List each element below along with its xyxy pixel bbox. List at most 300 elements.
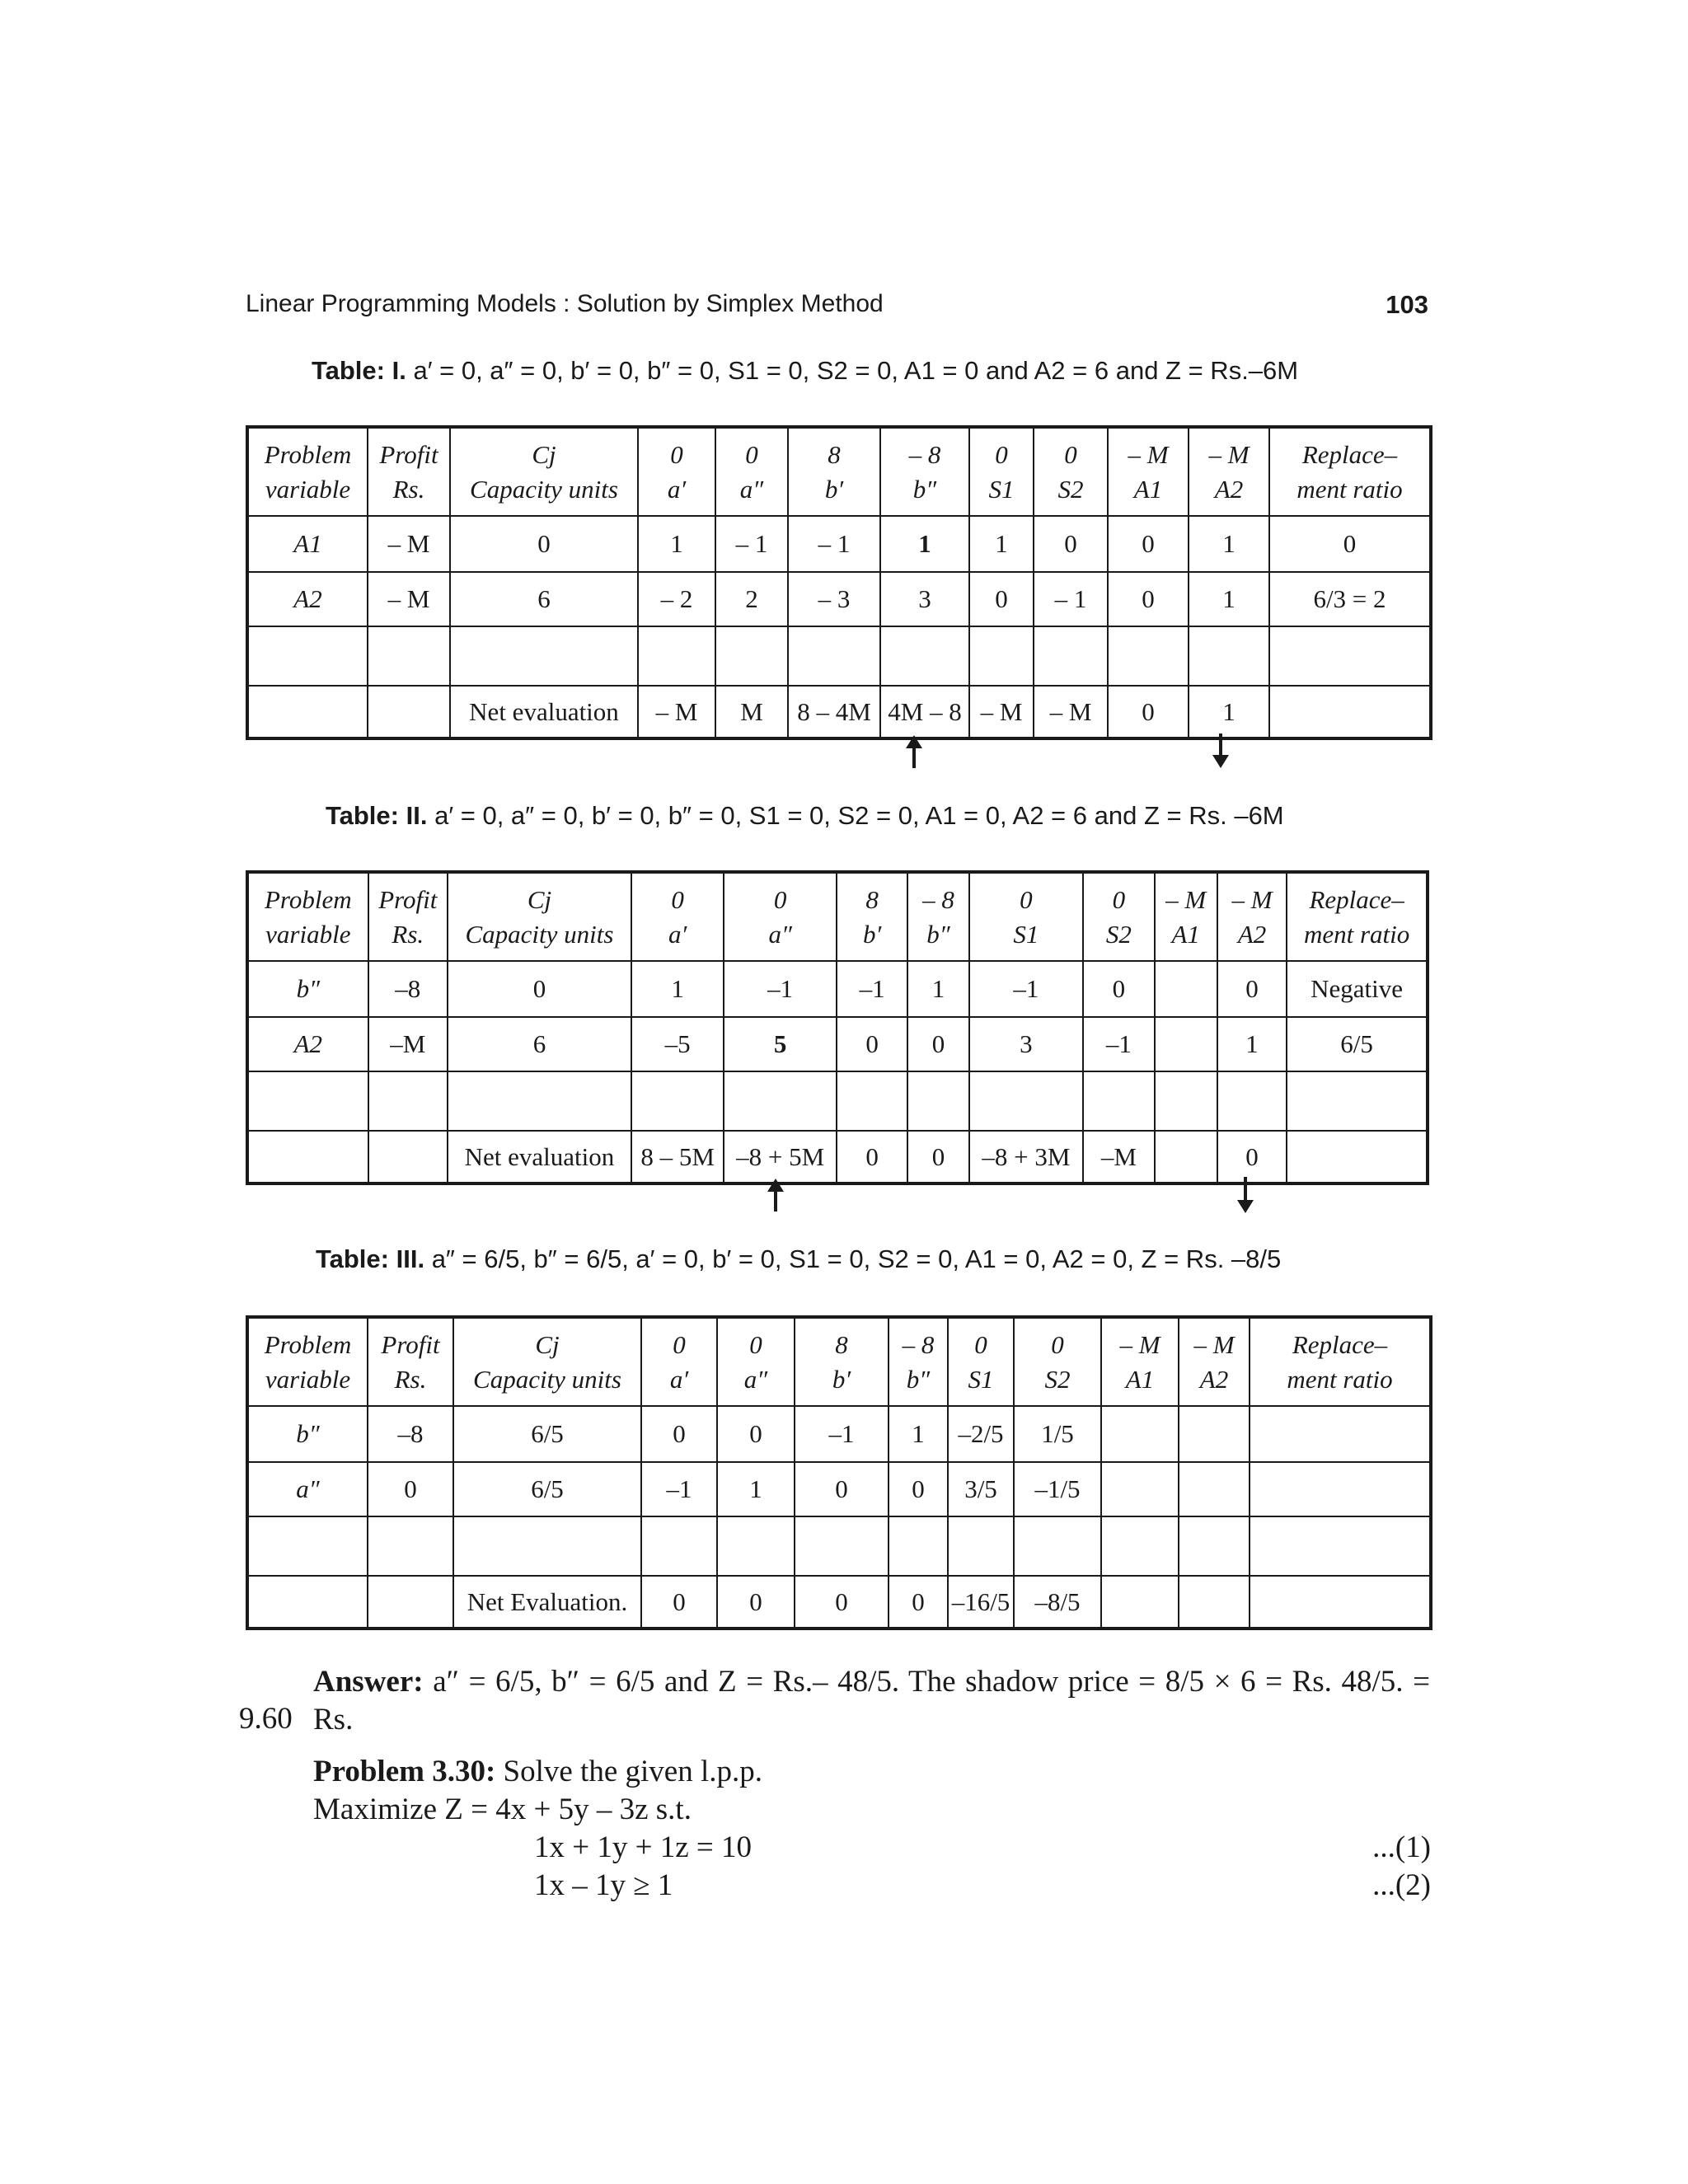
table-cell: –1: [795, 1406, 889, 1462]
header-cell: [1101, 1317, 1179, 1406]
table-cell: –8 + 3M: [969, 1131, 1084, 1183]
table-cell: [717, 1516, 795, 1576]
header-cell: [795, 1317, 889, 1406]
table-cell: [247, 1516, 368, 1576]
table-cell: [368, 626, 450, 686]
header-cell-bottom: b″: [912, 474, 937, 504]
header-cell-bottom: A1: [1133, 474, 1163, 504]
table-header-row: [247, 427, 1431, 516]
table-cell: – 2: [638, 572, 715, 626]
table-cell: 6: [450, 572, 638, 626]
table-cell: [788, 626, 880, 686]
table-cell: – 1: [1034, 572, 1108, 626]
table-cell: 0: [717, 1406, 795, 1462]
table-row: [247, 1462, 1431, 1516]
table-cell: –8: [368, 961, 448, 1017]
table-cell: [247, 626, 368, 686]
header-cell: [448, 872, 631, 961]
table-cell: [1108, 626, 1189, 686]
leaving-arrow-icon: [1244, 1177, 1247, 1210]
table-cell: Net evaluation: [448, 1131, 631, 1183]
table-cell: [368, 1576, 453, 1629]
header-cell-bottom: Capacity units: [470, 474, 618, 504]
header-cell-top: Problem: [264, 439, 352, 469]
table-cell: [631, 1071, 724, 1131]
header-cell-top: Cj: [535, 1329, 560, 1359]
header-cell: [907, 872, 968, 961]
constraint-1: 1x + 1y + 1z = 10: [534, 1830, 753, 1864]
table-cell: [795, 1516, 889, 1576]
header-cell-top: – 8: [908, 439, 941, 469]
header-cell-bottom: A2: [1237, 919, 1267, 949]
table-cell: [1250, 1516, 1431, 1576]
table-cell: –M: [1083, 1131, 1154, 1183]
header-cell: [247, 427, 368, 516]
header-cell: [1083, 872, 1154, 961]
table-cell: –8: [368, 1406, 453, 1462]
table-cell: 6/5: [1287, 1017, 1428, 1071]
table-cell: 0: [907, 1017, 968, 1071]
header-cell: [1287, 872, 1428, 961]
header-cell: [724, 872, 837, 961]
table-cell: [1083, 1071, 1154, 1131]
table-cell: [907, 1071, 968, 1131]
simplex-table-3: [246, 1315, 1432, 1630]
header-cell-top: Replace–: [1309, 884, 1404, 914]
table-cell: –1: [969, 961, 1084, 1017]
table-cell: 2: [715, 572, 788, 626]
table-cell: – 3: [788, 572, 880, 626]
table-cell: 0: [1108, 516, 1189, 572]
table-cell: 8 – 4M: [788, 686, 880, 738]
table-cell: –2/5: [948, 1406, 1014, 1462]
header-cell: [368, 872, 448, 961]
header-cell-top: 0: [673, 1329, 686, 1359]
header-cell-bottom: A2: [1199, 1364, 1229, 1394]
objective-function: Maximize Z = 4x + 5y – 3z s.t.: [313, 1793, 692, 1826]
table-cell: [1155, 1071, 1217, 1131]
table-cell: [641, 1516, 717, 1576]
table-cell: 0: [837, 1131, 907, 1183]
table-cell: 0: [1083, 961, 1154, 1017]
table-cell: [1101, 1516, 1179, 1576]
header-cell-top: 0: [1112, 884, 1126, 914]
header-cell-top: 0: [671, 884, 684, 914]
table-cell: [1217, 1071, 1287, 1131]
table-cell: 1: [880, 516, 969, 572]
table-cell: [1250, 1576, 1431, 1629]
table-cell: [368, 686, 450, 738]
table-cell: [1250, 1462, 1431, 1516]
header-cell: [948, 1317, 1014, 1406]
table-cell: 3/5: [948, 1462, 1014, 1516]
header-cell-top: Cj: [527, 884, 552, 914]
header-cell-bottom: b′: [862, 919, 882, 949]
table-cell: [450, 626, 638, 686]
table-cell: –1: [837, 961, 907, 1017]
table-cell: [368, 1131, 448, 1183]
table-cell: –1/5: [1014, 1462, 1101, 1516]
table-cell: [1179, 1406, 1250, 1462]
table-cell: [837, 1071, 907, 1131]
table-cell: [638, 626, 715, 686]
header-cell-top: 0: [1064, 439, 1077, 469]
table-1-caption: [312, 356, 1298, 386]
header-cell-bottom: b″: [926, 919, 950, 949]
table-cell: [368, 1071, 448, 1131]
header-cell: [969, 427, 1034, 516]
header-cell: [1250, 1317, 1431, 1406]
table-cell: [448, 1071, 631, 1131]
table-cell: 0: [969, 572, 1034, 626]
table-cell: [1287, 1131, 1428, 1183]
table-1-body: [247, 427, 1431, 738]
table-cell: [1179, 1576, 1250, 1629]
header-cell-top: 0: [974, 1329, 987, 1359]
table-cell: 0: [448, 961, 631, 1017]
table-row: [247, 572, 1431, 626]
table-cell: [1189, 626, 1269, 686]
table-cell: 6/3 = 2: [1269, 572, 1431, 626]
header-cell-top: Problem: [264, 1329, 352, 1359]
header-cell-bottom: variable: [265, 474, 351, 504]
table-cell: [889, 1516, 948, 1576]
header-cell-bottom: Rs.: [392, 474, 425, 504]
table-cell: [1269, 626, 1431, 686]
table-cell: 1: [717, 1462, 795, 1516]
table-cell: –1: [724, 961, 837, 1017]
table-cell: [1287, 1071, 1428, 1131]
header-cell-bottom: S2: [1105, 919, 1132, 949]
header-cell-bottom: ment ratio: [1287, 1364, 1393, 1394]
header-cell-top: 0: [745, 439, 758, 469]
table-cell: [247, 1576, 368, 1629]
table-cell: –8 + 5M: [724, 1131, 837, 1183]
problem-label: Problem 3.30:: [313, 1755, 496, 1788]
table-cell: [1179, 1516, 1250, 1576]
header-cell-bottom: variable: [265, 919, 351, 949]
constraint-1-tag: ...(1): [1372, 1830, 1431, 1864]
header-cell-bottom: a″: [739, 474, 764, 504]
table-cell: 1: [1189, 572, 1269, 626]
header-cell-bottom: S1: [988, 474, 1015, 504]
table-2-body: [247, 872, 1428, 1183]
header-cell-bottom: S1: [1013, 919, 1039, 949]
entering-arrow-icon: [774, 1182, 777, 1212]
table-cell: [1014, 1516, 1101, 1576]
table-cell: 1: [889, 1406, 948, 1462]
header-cell: [837, 872, 907, 961]
header-cell-bottom: a′: [668, 919, 687, 949]
table-cell: 0: [795, 1462, 889, 1516]
table-cell: 1: [638, 516, 715, 572]
table-cell: –8/5: [1014, 1576, 1101, 1629]
header-cell-bottom: a′: [667, 474, 687, 504]
problem-statement: [313, 1754, 762, 1789]
table-cell: 0: [717, 1576, 795, 1629]
table-cell: A2: [247, 572, 368, 626]
header-cell-top: – M: [1128, 439, 1169, 469]
table-cell: [247, 686, 368, 738]
table-cell: 0: [641, 1576, 717, 1629]
header-cell-bottom: b′: [832, 1364, 851, 1394]
leaving-arrow-icon: [1219, 733, 1222, 765]
table-cell: [368, 1516, 453, 1576]
header-cell-top: Replace–: [1292, 1329, 1388, 1359]
header-cell-bottom: Capacity units: [473, 1364, 621, 1394]
header-cell: [247, 1317, 368, 1406]
table-cell: [1269, 686, 1431, 738]
table-cell: – M: [638, 686, 715, 738]
table-cell: 0: [641, 1406, 717, 1462]
header-cell-top: 0: [1051, 1329, 1064, 1359]
answer-label: Answer:: [313, 1665, 424, 1699]
header-cell-bottom: a″: [743, 1364, 768, 1394]
table-cell: [1101, 1576, 1179, 1629]
header-cell-top: – M: [1231, 884, 1273, 914]
header-cell: [638, 427, 715, 516]
header-cell-bottom: A1: [1171, 919, 1200, 949]
header-cell-top: 8: [865, 884, 879, 914]
table-header-row: [247, 872, 1428, 961]
table-cell: [1155, 1017, 1217, 1071]
header-cell-top: – 8: [902, 1329, 935, 1359]
table-cell: Net evaluation: [450, 686, 638, 738]
header-cell: [1269, 427, 1431, 516]
header-cell-top: – M: [1193, 1329, 1235, 1359]
entering-arrow-icon: [912, 738, 916, 768]
table-cell: 0: [450, 516, 638, 572]
table-cell: – M: [1034, 686, 1108, 738]
header-cell-top: – M: [1208, 439, 1250, 469]
table-cell: a″: [247, 1462, 368, 1516]
table-cell: 1: [1189, 516, 1269, 572]
header-cell-top: 0: [1020, 884, 1033, 914]
table-2-caption-label: Table: II.: [326, 801, 428, 830]
header-cell: [715, 427, 788, 516]
table-cell: [880, 626, 969, 686]
header-cell: [247, 872, 368, 961]
table-cell: 0: [907, 1131, 968, 1183]
header-cell: [1108, 427, 1189, 516]
header-cell: [368, 427, 450, 516]
header-cell: [1217, 872, 1287, 961]
table-cell: – M: [368, 516, 450, 572]
table-1-caption-label: Table: I.: [312, 356, 406, 385]
table-cell: 0: [889, 1576, 948, 1629]
table-cell: 0: [837, 1017, 907, 1071]
table-cell: 0: [795, 1576, 889, 1629]
table-cell: 0: [1217, 961, 1287, 1017]
answer-paragraph: [313, 1663, 1430, 1739]
table-cell: [1034, 626, 1108, 686]
header-cell-bottom: b″: [906, 1364, 931, 1394]
running-head-title: Linear Programming Models : Solution by Simplex Method: [246, 290, 884, 317]
table-cell: – M: [969, 686, 1034, 738]
table-cell: 1: [1189, 686, 1269, 738]
table-3-caption: [316, 1244, 1281, 1274]
table-cell: –1: [1083, 1017, 1154, 1071]
answer-text: a″ = 6/5, b″ = 6/5 and Z = Rs.– 48/5. The shadow price = 8/5 × 6 = Rs. 48/5. = Rs.: [313, 1665, 1431, 1736]
header-cell-bottom: b′: [824, 474, 844, 504]
table-cell: –16/5: [948, 1576, 1014, 1629]
header-cell: [1189, 427, 1269, 516]
table-cell: [969, 626, 1034, 686]
header-cell: [1034, 427, 1108, 516]
table-cell: 4M – 8: [880, 686, 969, 738]
table-cell: A1: [247, 516, 368, 572]
header-cell-bottom: A1: [1125, 1364, 1155, 1394]
table-cell: 1: [1217, 1017, 1287, 1071]
table-cell: [724, 1071, 837, 1131]
table-cell: 1: [631, 961, 724, 1017]
table-1-caption-text: a′ = 0, a″ = 0, b′ = 0, b″ = 0, S1 = 0, S2 = 0, A1 = 0 and A2 = 6 and Z = Rs.–6M: [413, 356, 1299, 385]
table-2-caption-text: a′ = 0, a″ = 0, b′ = 0, b″ = 0, S1 = 0, S2 = 0, A1 = 0, A2 = 6 and Z = Rs. –6M: [434, 801, 1284, 830]
table-cell: [453, 1516, 641, 1576]
table-cell: –M: [368, 1017, 448, 1071]
table-cell: 0: [368, 1462, 453, 1516]
table-cell: – M: [368, 572, 450, 626]
simplex-table-2: [246, 870, 1429, 1185]
table-row: [247, 1406, 1431, 1462]
table-cell: [247, 1071, 368, 1131]
header-cell-top: – M: [1119, 1329, 1160, 1359]
header-cell-top: Profit: [379, 439, 438, 469]
header-cell: [717, 1317, 795, 1406]
table-cell: b″: [247, 961, 368, 1017]
constraint-2: 1x – 1y ≥ 1: [534, 1868, 673, 1902]
header-cell-bottom: a″: [768, 919, 792, 949]
header-cell-top: Profit: [378, 884, 438, 914]
table-cell: Negative: [1287, 961, 1428, 1017]
table-cell: [1101, 1406, 1179, 1462]
table-header-row: [247, 1317, 1431, 1406]
header-cell-bottom: ment ratio: [1303, 919, 1410, 949]
table-cell: – 1: [715, 516, 788, 572]
table-2-caption: [326, 801, 1284, 831]
header-cell-top: 0: [670, 439, 683, 469]
table-row: [247, 1516, 1431, 1576]
header-cell-top: – M: [1165, 884, 1207, 914]
simplex-table-1: [246, 425, 1432, 740]
table-cell: b″: [247, 1406, 368, 1462]
net-evaluation-row: [247, 1576, 1431, 1629]
header-cell-bottom: ment ratio: [1296, 474, 1403, 504]
problem-text: Solve the given l.p.p.: [503, 1755, 762, 1788]
table-cell: 0: [1269, 516, 1431, 572]
table-cell: 6/5: [453, 1462, 641, 1516]
table-cell: 5: [724, 1017, 837, 1071]
table-cell: [1250, 1406, 1431, 1462]
net-evaluation-row: [247, 686, 1431, 738]
table-row: [247, 1017, 1428, 1071]
header-cell-bottom: S1: [968, 1364, 994, 1394]
table-cell: – 1: [788, 516, 880, 572]
table-cell: 8 – 5M: [631, 1131, 724, 1183]
answer-continuation: 9.60: [239, 1702, 293, 1736]
table-cell: 0: [1108, 686, 1189, 738]
header-cell-top: 0: [749, 1329, 762, 1359]
header-cell-top: 0: [995, 439, 1008, 469]
running-head: [246, 290, 1428, 328]
table-cell: 1: [907, 961, 968, 1017]
table-cell: 6/5: [453, 1406, 641, 1462]
table-cell: [948, 1516, 1014, 1576]
table-cell: 1: [969, 516, 1034, 572]
header-cell: [641, 1317, 717, 1406]
table-cell: [1155, 1131, 1217, 1183]
header-cell-bottom: Rs.: [392, 919, 424, 949]
table-cell: A2: [247, 1017, 368, 1071]
table-cell: 6: [448, 1017, 631, 1071]
header-cell: [1155, 872, 1217, 961]
header-cell-top: 0: [773, 884, 787, 914]
table-cell: 0: [1217, 1131, 1287, 1183]
header-cell: [889, 1317, 948, 1406]
table-cell: 1/5: [1014, 1406, 1101, 1462]
header-cell: [453, 1317, 641, 1406]
constraint-2-tag: ...(2): [1372, 1868, 1431, 1902]
header-cell: [880, 427, 969, 516]
table-row: [247, 961, 1428, 1017]
table-row: [247, 1071, 1428, 1131]
table-cell: M: [715, 686, 788, 738]
header-cell-bottom: variable: [265, 1364, 351, 1394]
header-cell: [1014, 1317, 1101, 1406]
header-cell-bottom: S2: [1057, 474, 1084, 504]
header-cell-top: Replace–: [1301, 439, 1398, 469]
table-3-caption-label: Table: III.: [316, 1244, 425, 1273]
header-cell-bottom: Rs.: [394, 1364, 427, 1394]
table-cell: 0: [889, 1462, 948, 1516]
header-cell: [969, 872, 1084, 961]
table-cell: [1155, 961, 1217, 1017]
table-cell: [1101, 1462, 1179, 1516]
page-number: 103: [1386, 290, 1428, 319]
header-cell-bottom: Capacity units: [465, 919, 614, 949]
header-cell: [1179, 1317, 1250, 1406]
table-cell: [1179, 1462, 1250, 1516]
table-cell: [247, 1131, 368, 1183]
table-row: [247, 516, 1431, 572]
table-cell: 3: [969, 1017, 1084, 1071]
header-cell-top: Profit: [381, 1329, 440, 1359]
header-cell: [368, 1317, 453, 1406]
header-cell: [631, 872, 724, 961]
table-cell: –5: [631, 1017, 724, 1071]
table-3-body: [247, 1317, 1431, 1629]
table-3-caption-text: a″ = 6/5, b″ = 6/5, a′ = 0, b′ = 0, S1 = 0, S2 = 0, A1 = 0, A2 = 0, Z = Rs. –8/5: [431, 1244, 1282, 1273]
net-evaluation-row: [247, 1131, 1428, 1183]
table-cell: –1: [641, 1462, 717, 1516]
header-cell: [450, 427, 638, 516]
table-row: [247, 626, 1431, 686]
header-cell-bottom: A2: [1214, 474, 1244, 504]
table-cell: 0: [1034, 516, 1108, 572]
header-cell-top: 8: [828, 439, 841, 469]
header-cell-bottom: a′: [669, 1364, 689, 1394]
header-cell-top: Cj: [532, 439, 556, 469]
header-cell-top: Problem: [265, 884, 352, 914]
table-cell: 0: [1108, 572, 1189, 626]
header-cell: [788, 427, 880, 516]
header-cell-top: – 8: [922, 884, 954, 914]
table-cell: [969, 1071, 1084, 1131]
table-cell: 3: [880, 572, 969, 626]
table-cell: Net Evaluation.: [453, 1576, 641, 1629]
header-cell-top: 8: [835, 1329, 848, 1359]
table-cell: [715, 626, 788, 686]
